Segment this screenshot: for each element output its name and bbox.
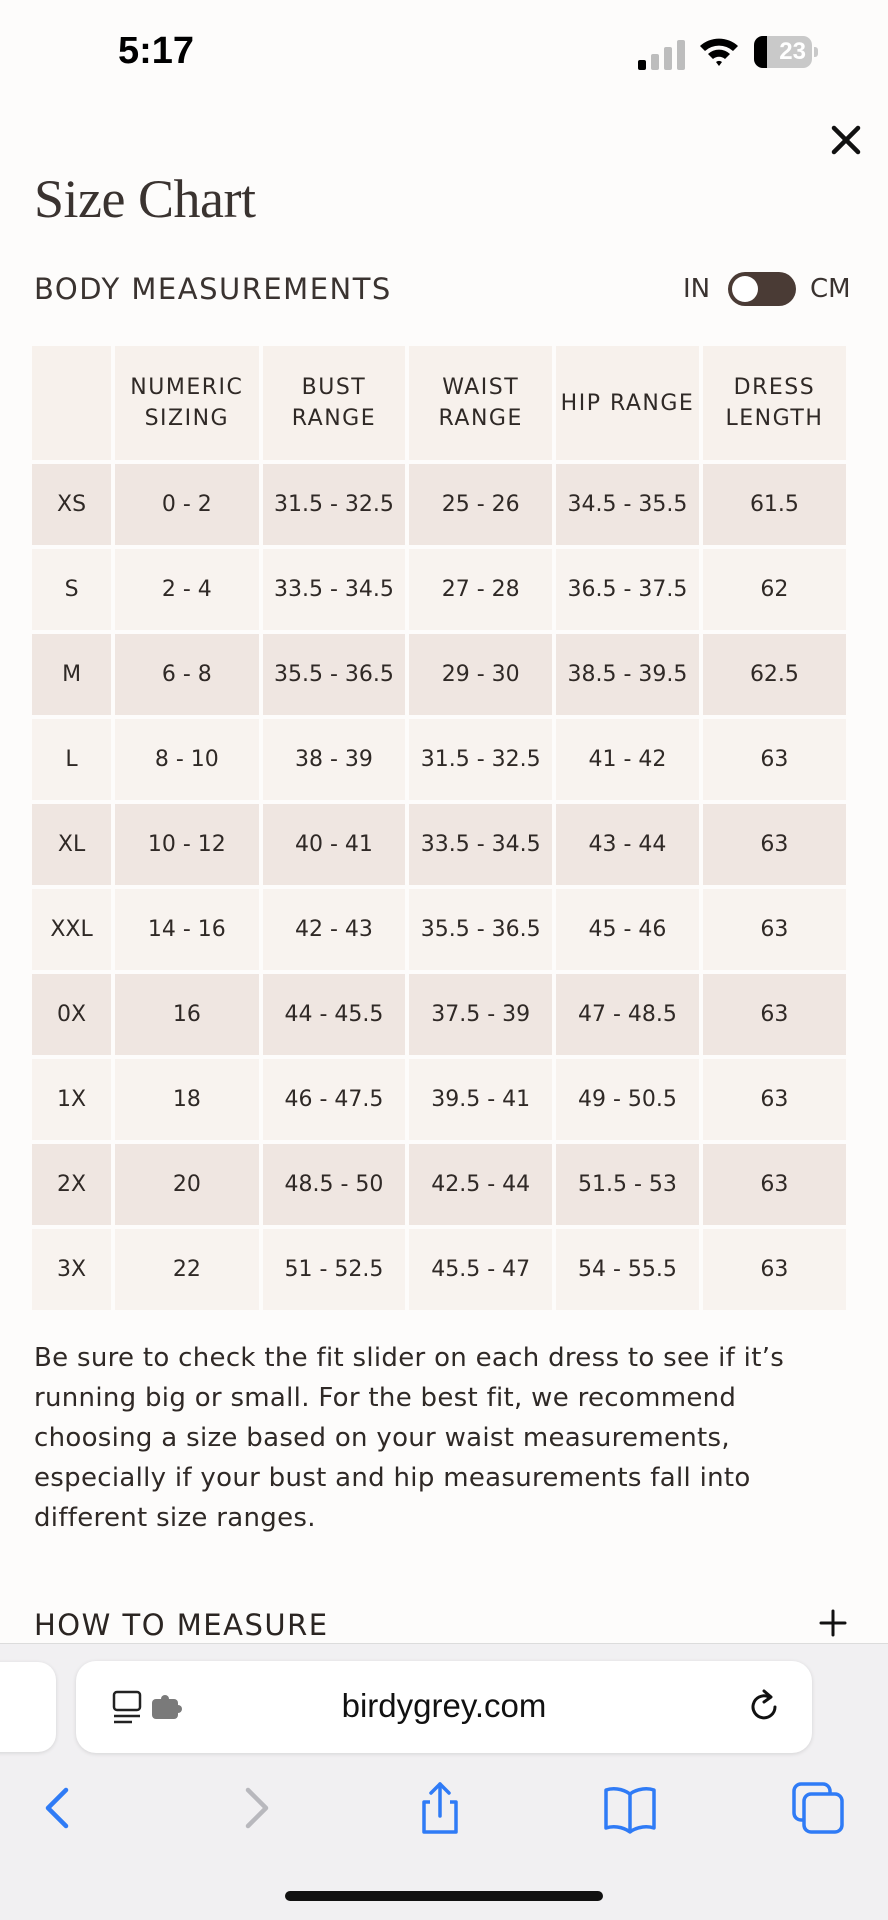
cell-numeric-sizing: 8 - 10: [115, 719, 258, 800]
cell-bust-range: 38 - 39: [263, 719, 406, 800]
cell-dress-length: 63: [703, 889, 846, 970]
table-row: [32, 889, 846, 970]
cell-bust-range: 48.5 - 50: [263, 1144, 406, 1225]
browser-nav-toolbar: [0, 1780, 888, 1850]
cell-bust-range: 40 - 41: [263, 804, 406, 885]
fit-note: Be sure to check the fit slider on each dress to see if it’s running big or small. For the best fit, we recommend choosing a size based on your waist measurements, especially if your bust and hip measurements fall into different size ranges.: [34, 1343, 785, 1533]
cell-waist-range: 37.5 - 39: [409, 974, 552, 1055]
cell-bust-range: 46 - 47.5: [263, 1059, 406, 1140]
cell-size: M: [32, 634, 111, 715]
section-heading: BODY MEASUREMENTS: [34, 272, 392, 306]
cell-hip-range: 54 - 55.5: [556, 1229, 699, 1310]
table-row: [32, 634, 846, 715]
cell-dress-length: 62.5: [703, 634, 846, 715]
share-icon[interactable]: [412, 1780, 468, 1836]
cell-waist-range: 31.5 - 32.5: [409, 719, 552, 800]
header-hip-range: HIP RANGE: [556, 346, 699, 460]
cell-waist-range: 42.5 - 44: [409, 1144, 552, 1225]
unit-cm-label[interactable]: CM: [810, 274, 851, 304]
cell-size: L: [32, 719, 111, 800]
tabs-icon[interactable]: [790, 1780, 846, 1836]
cell-numeric-sizing: 16: [115, 974, 258, 1055]
cell-bust-range: 42 - 43: [263, 889, 406, 970]
forward-icon[interactable]: [226, 1780, 282, 1836]
cell-waist-range: 27 - 28: [409, 549, 552, 630]
cell-waist-range: 39.5 - 41: [409, 1059, 552, 1140]
back-icon[interactable]: [32, 1780, 88, 1836]
cell-hip-range: 38.5 - 39.5: [556, 634, 699, 715]
cell-dress-length: 63: [703, 804, 846, 885]
table-row: [32, 549, 846, 630]
header-dress-length: DRESS LENGTH: [703, 346, 846, 460]
cell-hip-range: 47 - 48.5: [556, 974, 699, 1055]
cell-waist-range: 45.5 - 47: [409, 1229, 552, 1310]
cell-size: XL: [32, 804, 111, 885]
cell-numeric-sizing: 14 - 16: [115, 889, 258, 970]
plus-icon[interactable]: [818, 1608, 848, 1638]
cell-size: S: [32, 549, 111, 630]
cell-hip-range: 43 - 44: [556, 804, 699, 885]
status-bar: [0, 0, 888, 100]
cell-dress-length: 63: [703, 1144, 846, 1225]
header-waist-range: WAIST RANGE: [409, 346, 552, 460]
wifi-icon: [698, 34, 740, 68]
cell-numeric-sizing: 0 - 2: [115, 464, 258, 545]
cell-waist-range: 25 - 26: [409, 464, 552, 545]
battery-level: 23: [779, 38, 806, 65]
cell-bust-range: 33.5 - 34.5: [263, 549, 406, 630]
cell-bust-range: 44 - 45.5: [263, 974, 406, 1055]
page-title: Size Chart: [34, 169, 256, 229]
cell-dress-length: 63: [703, 1059, 846, 1140]
cell-bust-range: 51 - 52.5: [263, 1229, 406, 1310]
table-row: [32, 1059, 846, 1140]
cell-numeric-sizing: 10 - 12: [115, 804, 258, 885]
cell-hip-range: 36.5 - 37.5: [556, 549, 699, 630]
cell-numeric-sizing: 18: [115, 1059, 258, 1140]
cell-numeric-sizing: 22: [115, 1229, 258, 1310]
cell-size: XXL: [32, 889, 111, 970]
bookmarks-icon[interactable]: [602, 1780, 658, 1836]
cell-hip-range: 49 - 50.5: [556, 1059, 699, 1140]
cell-size: XS: [32, 464, 111, 545]
cell-numeric-sizing: 20: [115, 1144, 258, 1225]
cell-bust-range: 35.5 - 36.5: [263, 634, 406, 715]
cell-waist-range: 35.5 - 36.5: [409, 889, 552, 970]
reload-icon[interactable]: [744, 1687, 784, 1727]
size-chart-table: [28, 342, 850, 1314]
table-header-row: [32, 346, 846, 460]
cell-size: 2X: [32, 1144, 111, 1225]
cell-waist-range: 33.5 - 34.5: [409, 804, 552, 885]
address-url: birdygrey.com: [341, 1687, 547, 1724]
header-bust-range: BUST RANGE: [263, 346, 406, 460]
table-row: [32, 804, 846, 885]
browser-toolbar: [0, 1643, 888, 1920]
cell-dress-length: 62: [703, 549, 846, 630]
table-row: [32, 719, 846, 800]
home-indicator[interactable]: [285, 1891, 603, 1901]
close-icon[interactable]: [826, 120, 866, 160]
cell-numeric-sizing: 2 - 4: [115, 549, 258, 630]
how-to-measure-accordion[interactable]: [34, 1606, 854, 1646]
header-size: [32, 346, 111, 460]
cell-waist-range: 29 - 30: [409, 634, 552, 715]
table-row: [32, 974, 846, 1055]
cell-numeric-sizing: 6 - 8: [115, 634, 258, 715]
battery-icon: [754, 36, 818, 68]
how-to-measure-label: HOW TO MEASURE: [34, 1608, 329, 1642]
unit-toggle-switch[interactable]: [728, 272, 796, 306]
cell-size: 1X: [32, 1059, 111, 1140]
previous-tab-preview[interactable]: [0, 1662, 56, 1752]
header-numeric-sizing: NUMERIC SIZING: [115, 346, 258, 460]
cell-dress-length: 63: [703, 1229, 846, 1310]
cell-dress-length: 63: [703, 719, 846, 800]
toggle-knob: [732, 276, 758, 302]
cell-bust-range: 31.5 - 32.5: [263, 464, 406, 545]
cell-dress-length: 61.5: [703, 464, 846, 545]
table-row: [32, 1144, 846, 1225]
address-bar[interactable]: [76, 1661, 812, 1753]
table-row: [32, 1229, 846, 1310]
cell-hip-range: 41 - 42: [556, 719, 699, 800]
cell-size: 0X: [32, 974, 111, 1055]
cellular-signal-icon: [638, 40, 686, 70]
status-time: 5:17: [118, 30, 195, 72]
unit-toggle: [680, 268, 856, 308]
unit-in-label[interactable]: IN: [683, 274, 711, 304]
cell-hip-range: 34.5 - 35.5: [556, 464, 699, 545]
table-row: [32, 464, 846, 545]
cell-dress-length: 63: [703, 974, 846, 1055]
cell-size: 3X: [32, 1229, 111, 1310]
cell-hip-range: 51.5 - 53: [556, 1144, 699, 1225]
cell-hip-range: 45 - 46: [556, 889, 699, 970]
